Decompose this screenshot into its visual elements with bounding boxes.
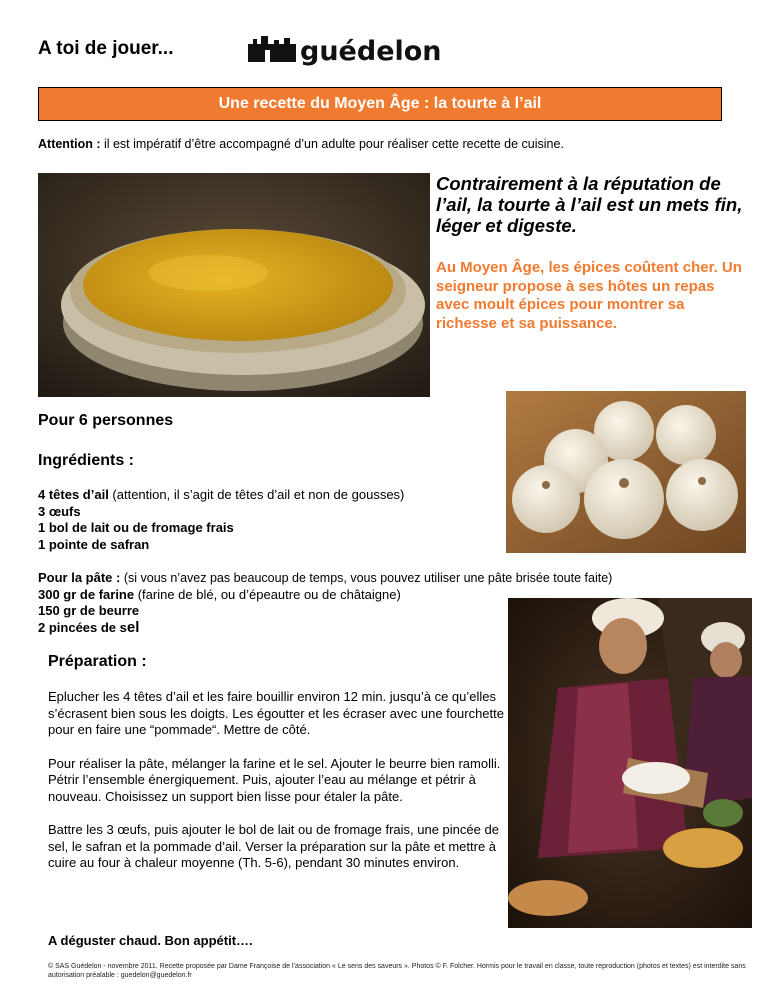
garlic-bulbs-photo [506, 391, 746, 553]
attention-text: il est impératif d’être accompagné d’un adulte pour réaliser cette recette de cuisine. [100, 137, 564, 151]
step-paragraph: Eplucher les 4 têtes d’ail et les faire bouillir environ 12 min. jusqu’à ce qu’elles s’écrasent bien sous les doigts. Les égoutter et les écraser avec une fourchette pour en faire une “pommade“. Mettre de côté. [48, 689, 504, 737]
banner-title: Une recette du Moyen Âge : la tourte à l’ail [218, 95, 542, 112]
ingredients-list [38, 487, 404, 553]
ingredient-note: (attention, il s’agit de têtes d’ail et non de gousses) [108, 487, 405, 502]
ingredients-title: Ingrédients : [38, 452, 135, 469]
ingredient-name: 1 pointe de safran [38, 536, 150, 552]
intro-note: Au Moyen Âge, les épices coûtent cher. Un seigneur propose à ses hôtes un repas avec moult épices pour montrer sa richesse et sa puissance. [436, 259, 742, 332]
copyright-footer: © SAS Guédelon - novembre 2011. Recette proposée par Dame Françoise de l’association « Le sens des saveurs ». Photos © F. Folcher. Hormis pour le travail en classe, toute reproduction (photos et textes) est interdite sans autorisation préalable : guedelon@guedelon.fr [48, 963, 746, 979]
ingredient-name: 300 gr de farine [38, 586, 135, 602]
safety-notice [38, 137, 564, 151]
svg-text:guédelon: guédelon [300, 36, 442, 67]
ingredient-name: 2 pincées de s [38, 619, 127, 635]
ingredient-name-end: el [126, 618, 140, 636]
step-paragraph: Battre les 3 œufs, puis ajouter le bol de lait ou de fromage frais, une pincée de sel, le safran et la pommade d’ail. Verser la préparation sur la pâte et mettre à cuire au four à chaleur moyenne (Th. 5-6), pendant 30 minutes environ. [48, 822, 499, 870]
pastry-note: (si vous n’avez pas beaucoup de temps, vous pouvez utiliser une pâte brisée toute faite) [120, 571, 613, 585]
page-title: A toi de jouer... [38, 38, 174, 59]
ingredient-note: (farine de blé, ou d’épeautre ou de châtaigne) [134, 586, 401, 602]
guedelon-logo [248, 28, 448, 70]
intro-lead: Contrairement à la réputation de l’ail, la tourte à l’ail est un mets fin, léger et digeste. [436, 173, 743, 236]
servings: Pour 6 personnes [38, 412, 174, 429]
ingredient-name: 150 gr de beurre [38, 603, 140, 618]
recipe-banner [38, 87, 722, 121]
pastry-label: Pour la pâte : [38, 570, 121, 585]
list-item [38, 520, 404, 537]
medieval-cooks-photo [508, 598, 752, 928]
preparation-steps [48, 689, 508, 889]
list-item [38, 504, 404, 521]
step-paragraph: Pour réaliser la pâte, mélanger la farine et le sel. Ajouter le beurre bien ramolli. Pétrir l’ensemble énergiquement. Puis, ajouter l’eau au mélange et pétrir à nouveau. Choisissez un support bien lisse pour étaler la pâte. [48, 755, 501, 804]
attention-label: Attention : [38, 137, 101, 151]
list-item [38, 487, 404, 504]
garlic-tart-photo [38, 173, 430, 397]
ingredient-name: 3 œufs [38, 503, 81, 519]
ingredient-name: 1 bol de lait ou de fromage frais [38, 520, 234, 535]
ingredient-name: 4 têtes d’ail [38, 487, 109, 502]
closing-line: A déguster chaud. Bon appétit…. [48, 933, 253, 948]
preparation-title: Préparation : [48, 653, 147, 670]
list-item [38, 537, 404, 554]
